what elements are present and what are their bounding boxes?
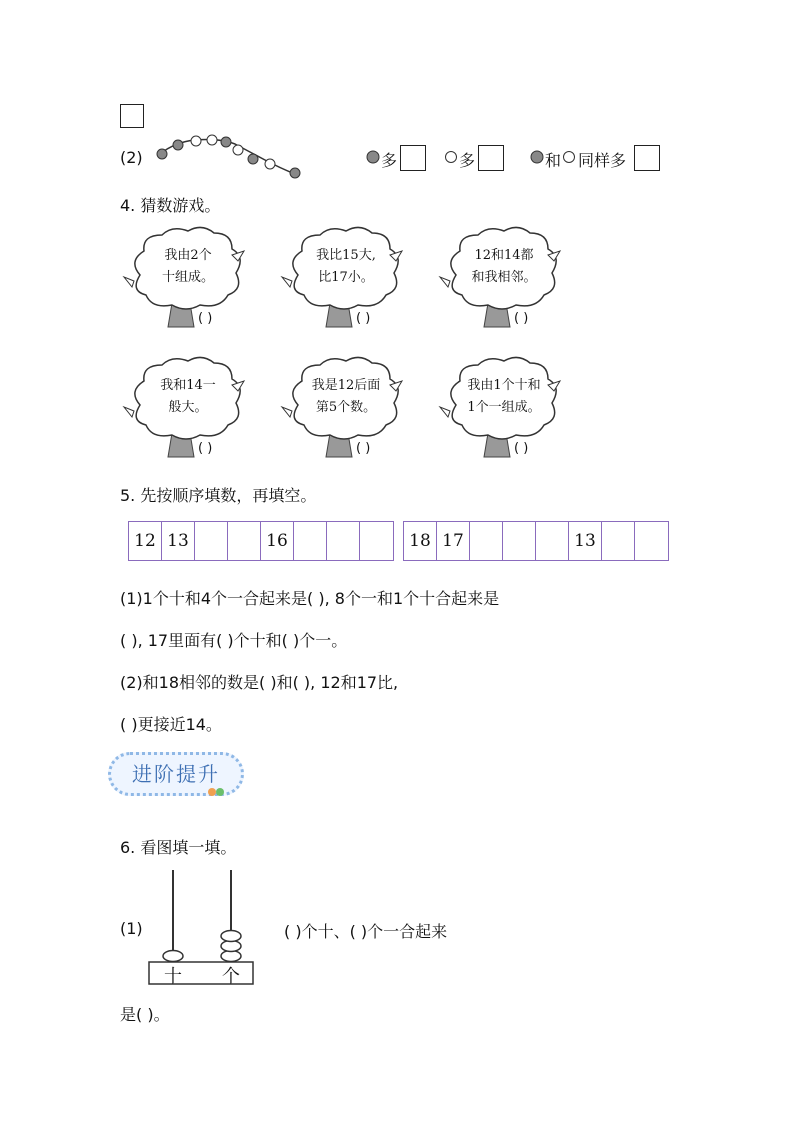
seq-cell[interactable] <box>503 522 536 560</box>
riddle-line: 和我相邻。 <box>471 270 537 285</box>
abacus-icon <box>145 866 257 988</box>
bead-grey <box>173 140 183 150</box>
answer-box-grey-more[interactable] <box>400 145 426 171</box>
white-more-text: 多 <box>459 151 476 170</box>
riddle-line: 我由1个十和 <box>467 378 541 393</box>
answer-box-white-more[interactable] <box>478 145 504 171</box>
seq-cell[interactable] <box>195 522 228 560</box>
riddle-answer-blank[interactable]: ( ) <box>198 311 213 326</box>
bead-white <box>265 159 275 169</box>
riddle-answer-blank[interactable]: ( ) <box>356 311 371 326</box>
seq-cell[interactable]: 18 <box>404 522 437 560</box>
bead-string <box>150 132 310 182</box>
q5-p2-line1: (2)和18相邻的数是( )和( ), 12和17比, <box>120 673 399 692</box>
white-bead-icon <box>444 150 458 164</box>
riddle-line: 我和14一 <box>160 378 216 393</box>
riddle-answer-blank[interactable]: ( ) <box>356 441 371 456</box>
riddle-tree <box>436 225 576 335</box>
q4-title: 4. 猜数游戏。 <box>120 196 221 215</box>
bead-grey <box>157 149 167 159</box>
riddle-line: 我由2个 <box>164 248 212 263</box>
riddle-answer-blank[interactable]: ( ) <box>198 441 213 456</box>
riddle-tree <box>120 355 260 465</box>
grey-more-text: 多 <box>381 151 398 170</box>
riddle-line: 十组成。 <box>161 270 214 285</box>
section-badge <box>108 752 244 796</box>
riddle-tree <box>120 225 260 335</box>
riddle-line: 12和14都 <box>474 248 534 263</box>
riddle-tree <box>278 225 418 335</box>
seq-cell[interactable] <box>536 522 569 560</box>
bead-white <box>233 145 243 155</box>
seq-cell[interactable] <box>294 522 327 560</box>
bead-white <box>207 135 217 145</box>
sequence-row-ascending <box>128 521 394 561</box>
sequence-row-descending <box>403 521 669 561</box>
seq-cell[interactable] <box>327 522 360 560</box>
seq-cell[interactable]: 17 <box>437 522 470 560</box>
q3-part2-label: (2) <box>120 148 143 167</box>
riddle-line: 1个一组成。 <box>467 400 541 415</box>
seq-cell[interactable]: 12 <box>129 522 162 560</box>
seq-cell[interactable]: 13 <box>162 522 195 560</box>
grey-bead-icon <box>530 150 544 164</box>
grey-bead-icon <box>366 150 380 164</box>
abacus-tens-label: 十 <box>164 966 182 987</box>
section-badge-text: 进阶提升 <box>132 762 220 786</box>
bead-white <box>191 136 201 146</box>
q5-p2-line2: ( )更接近14。 <box>120 715 222 734</box>
q5-p1-line2: ( ), 17里面有( )个十和( )个一。 <box>120 631 348 650</box>
seq-cell[interactable] <box>602 522 635 560</box>
riddle-answer-blank[interactable]: ( ) <box>514 441 529 456</box>
riddle-line: 般大。 <box>168 400 208 415</box>
q5-title: 5. 先按顺序填数，再填空。 <box>120 486 317 505</box>
same-text: 同样多 <box>578 151 627 170</box>
bead-grey <box>248 154 258 164</box>
seq-cell[interactable] <box>360 522 393 560</box>
q6-line2: 是( )。 <box>120 1005 170 1024</box>
riddle-answer-blank[interactable]: ( ) <box>514 311 529 326</box>
answer-box-same[interactable] <box>634 145 660 171</box>
q6-line1: ( )个十、( )个一合起来 <box>284 922 448 941</box>
seq-cell[interactable] <box>228 522 261 560</box>
riddle-tree <box>278 355 418 465</box>
seq-cell[interactable] <box>470 522 503 560</box>
q6-title: 6. 看图填一填。 <box>120 838 237 857</box>
bead-grey <box>221 137 231 147</box>
riddle-line: 我比15大, <box>316 248 376 263</box>
answer-box-top[interactable] <box>120 104 144 128</box>
seq-cell[interactable] <box>635 522 668 560</box>
abacus-ones-label: 个 <box>222 966 240 987</box>
q5-p1-line1: (1)1个十和4个一合起来是( ), 8个一和1个十合起来是 <box>120 589 500 608</box>
riddle-tree <box>436 355 576 465</box>
riddle-line: 第5个数。 <box>315 400 377 415</box>
riddle-line: 比17小。 <box>318 270 374 285</box>
and-text: 和 <box>545 151 562 170</box>
q6-label: (1) <box>120 919 143 938</box>
riddle-line: 我是12后面 <box>311 378 381 393</box>
white-bead-icon <box>562 150 576 164</box>
seq-cell[interactable]: 13 <box>569 522 602 560</box>
badge-decoration-icon <box>207 787 229 797</box>
seq-cell[interactable]: 16 <box>261 522 294 560</box>
bead-grey <box>290 168 300 178</box>
